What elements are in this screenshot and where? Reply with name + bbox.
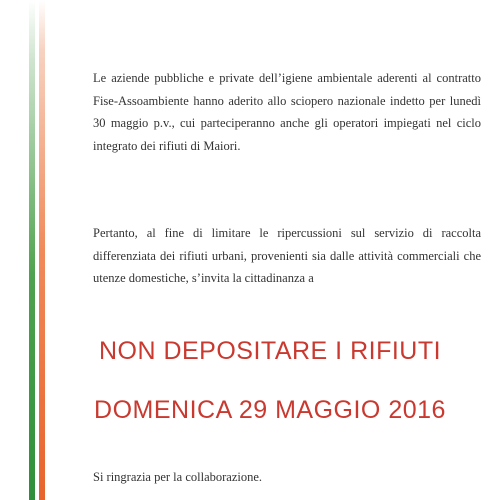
cropped-title-text xyxy=(100,0,440,9)
flag-stripe-orange xyxy=(39,0,45,500)
flag-stripe-green xyxy=(29,0,35,500)
closing-thanks: Si ringrazia per la collaborazione. xyxy=(93,470,263,484)
paragraph-invitation: Pertanto, al fine di limitare le ripercussioni sul servizio di raccolta differenziata dei rifiuti urbani, provenienti sia dalle attività commerciali che utenze domestiche, s’invita la cittadinanza a xyxy=(93,226,481,285)
paragraph-strike-announcement: Le aziende pubbliche e private dell’igiene ambientale aderenti al contratto Fise-Assoambiente hanno aderito allo sciopero nazionale indetto per lunedì 30 maggio p.v., cui parteciperanno anche gli operatori impiegati nel ciclo integrato dei rifiuti di Maiori. xyxy=(93,71,481,153)
headline-do-not-dispose: NON DEPOSITARE I RIFIUTI xyxy=(98,337,442,365)
headline-date: DOMENICA 29 MAGGIO 2016 xyxy=(94,396,446,424)
